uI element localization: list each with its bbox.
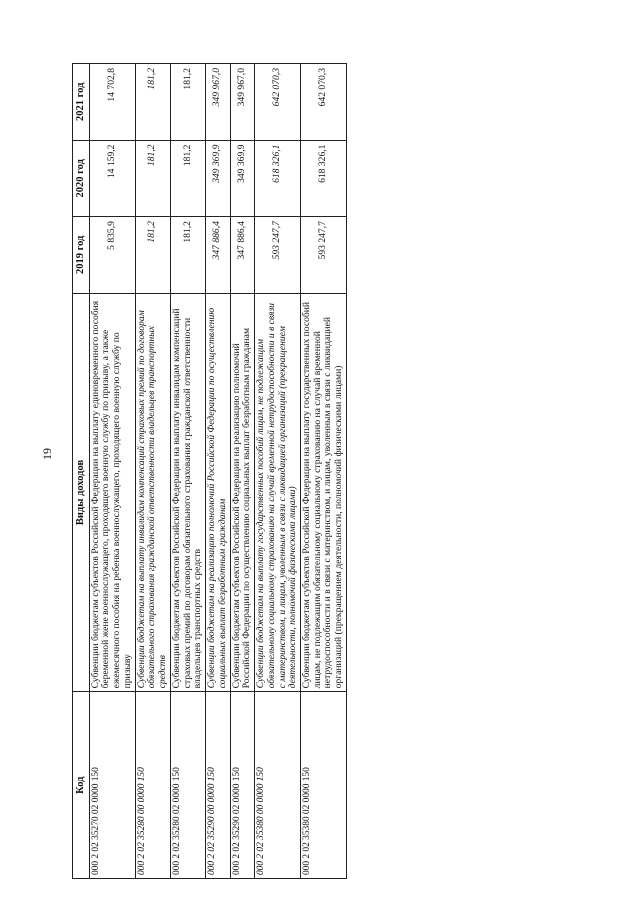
page-number: 19 [40, 448, 54, 460]
header-2020: 2020 год [73, 140, 90, 217]
cell-2020: 618 326,1 [255, 140, 301, 217]
cell-2020: 349 369,9 [206, 140, 230, 217]
table-row [135, 64, 170, 879]
cell-2021: 349 967,0 [230, 64, 254, 141]
cell-type: Субвенции бюджетам на выплату государственных пособий лицам, не подлежащим обязательному социальному страхованию на случай временной нетрудоспособности и в связи с материнством, и лицам, уволенным в связи с ликвидацией организаций (прекращением деятельности, полномочий физическими лицами) [255, 293, 301, 692]
revenue-table [72, 63, 347, 879]
cell-type: Субвенции бюджетам на выплату инвалидам компенсаций страховых премий по договорам обязательного страхования гражданской ответственности владельцев транспортных средств [135, 293, 170, 692]
cell-2019: 181,2 [135, 217, 170, 294]
header-code: Код [73, 692, 90, 879]
cell-type: Субвенции бюджетам субъектов Российской Федерации на выплату государственных пособий лицам, не подлежащим обязательному социальному страхованию на случай временной нетрудоспособности и в связи с материнством, и лицам, уволенным в связи с ликвидацией организаций (прекращением деятельности, полномочий физическими лицами) [300, 293, 346, 692]
cell-type: Субвенции бюджетам субъектов Российской Федерации на реализацию полномочий Российской Федерации по осуществлению социальных выплат безработным гражданам [230, 293, 254, 692]
cell-2021: 14 702,8 [89, 64, 135, 141]
header-2019: 2019 год [73, 217, 90, 294]
cell-2021: 181,2 [135, 64, 170, 141]
cell-2019: 593 247,7 [255, 217, 301, 294]
cell-code: 000 2 02 35280 02 0000 150 [170, 692, 205, 879]
cell-2020: 618 326,1 [300, 140, 346, 217]
cell-2020: 181,2 [135, 140, 170, 217]
cell-2021: 642 070,3 [300, 64, 346, 141]
table-body [89, 64, 346, 879]
cell-code: 000 2 02 35290 00 0000 150 [206, 692, 230, 879]
cell-type: Субвенции бюджетам на реализацию полномочий Российской Федерации по осуществлению социальных выплат безработным гражданам [206, 293, 230, 692]
rotated-page-content [72, 63, 347, 879]
cell-type: Субвенции бюджетам субъектов Российской Федерации на выплату инвалидам компенсаций страховых премий по договорам обязательного страхования гражданской ответственности владельцев транспортных средств [170, 293, 205, 692]
table-row [206, 64, 230, 879]
cell-2019: 181,2 [170, 217, 205, 294]
cell-2019: 5 835,9 [89, 217, 135, 294]
table-row [230, 64, 254, 879]
cell-2020: 349 369,9 [230, 140, 254, 217]
cell-code: 000 2 02 35380 02 0000 150 [300, 692, 346, 879]
cell-2020: 14 159,2 [89, 140, 135, 217]
cell-code: 000 2 02 35290 02 0000 150 [230, 692, 254, 879]
cell-code: 000 2 02 35380 00 0000 150 [255, 692, 301, 879]
cell-code: 000 2 02 35270 02 0000 150 [89, 692, 135, 879]
table-row [300, 64, 346, 879]
cell-2021: 642 070,3 [255, 64, 301, 141]
cell-2021: 181,2 [170, 64, 205, 141]
table-row [255, 64, 301, 879]
cell-code: 000 2 02 35280 00 0000 150 [135, 692, 170, 879]
table-row [170, 64, 205, 879]
table-header-row [73, 64, 90, 879]
cell-2019: 347 886,4 [230, 217, 254, 294]
table-row [89, 64, 135, 879]
header-type: Виды доходов [73, 293, 90, 692]
cell-2020: 181,2 [170, 140, 205, 217]
cell-2019: 347 886,4 [206, 217, 230, 294]
cell-2021: 349 967,0 [206, 64, 230, 141]
header-2021: 2021 год [73, 64, 90, 141]
cell-2019: 593 247,7 [300, 217, 346, 294]
cell-type: Субвенции бюджетам субъектов Российской Федерации на выплату единовременного пособия беременной жене военнослужащего, проходящего военную службу по призыву, а также ежемесячного пособия на ребенка военнослужащего, проходящего военную службу по призыву [89, 293, 135, 692]
